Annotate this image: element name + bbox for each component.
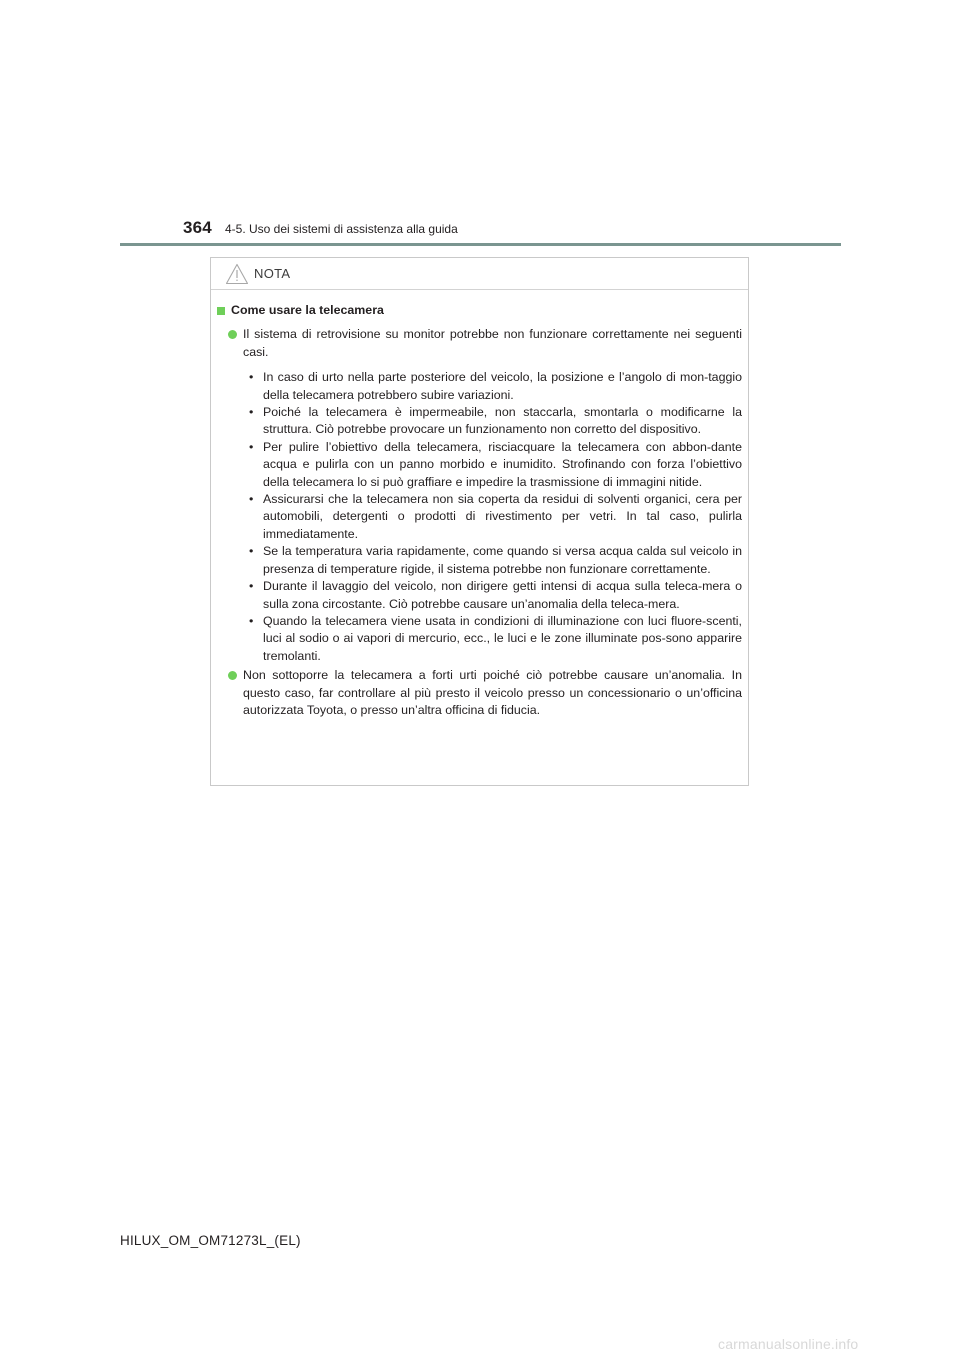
sub-list-item-text: Poiché la telecamera è impermeabile, non staccarla, smontarla o modificarne la struttura. Ciò potrebbe provocare un funzionamento non corretto del dispositivo.	[263, 405, 742, 437]
list-item-text: Non sottoporre la telecamera a forti urti poiché ciò potrebbe causare un’anomalia. In questo caso, far controllare al più presto il veicolo presso un concessionario o un’officina autorizzata Toyota, o presso un’altra officina di fiducia.	[243, 668, 742, 717]
bullet-dot-icon: •	[249, 370, 254, 385]
bullet-dot-icon: •	[249, 405, 254, 420]
sub-list-item	[217, 543, 742, 578]
bullet-dot-icon: •	[249, 492, 254, 507]
sub-list-item	[217, 613, 742, 665]
circle-bullet-icon	[228, 330, 237, 339]
header-divider	[120, 243, 841, 246]
watermark: carmanualsonline.info	[718, 1336, 859, 1352]
sub-list	[217, 369, 742, 665]
square-bullet-icon	[217, 307, 225, 315]
notice-body	[211, 290, 748, 719]
notice-box	[210, 257, 749, 786]
list-item	[217, 326, 742, 361]
bullet-dot-icon: •	[249, 579, 254, 594]
notice-header	[211, 258, 748, 290]
sub-list-item	[217, 439, 742, 491]
sub-list-item-text: Se la temperatura varia rapidamente, come quando si versa acqua calda sul veicolo in presenza di temperature rigide, il sistema potrebbe non funzionare correttamente.	[263, 544, 742, 576]
sub-list-item-text: Per pulire l’obiettivo della telecamera, risciacquare la telecamera con abbon-dante acqua e pulirla con un panno morbido e inumidito. Strofinando con forza l’obiettivo della telecamera lo si può graffiare e impedire la trasmissione di immagini nitide.	[263, 439, 742, 489]
notice-heading-text: Come usare la telecamera	[231, 303, 384, 317]
notice-heading	[217, 302, 742, 319]
bullet-dot-icon: •	[249, 544, 254, 559]
document-code: HILUX_OM_OM71273L_(EL)	[120, 1233, 301, 1248]
section-title: 4-5. Uso dei sistemi di assistenza alla guida	[225, 222, 458, 236]
page-number: 364	[183, 218, 212, 237]
bullet-dot-icon: •	[249, 439, 254, 454]
notice-title: NOTA	[254, 266, 291, 281]
sub-list-item	[217, 369, 742, 404]
sub-list-item-text: Quando la telecamera viene usata in condizioni di illuminazione con luci fluore-scenti, luci al sodio o ai vapori di mercurio, ecc., le luci e le zone illuminate pos-sono apparire tremolanti.	[263, 613, 742, 663]
sub-list-item	[217, 578, 742, 613]
sub-list-item-text: Assicurarsi che la telecamera non sia coperta da residui di solventi organici, cera per automobili, detergenti o prodotti di rivestimento per vetri. In tal caso, pulirla immediatamente.	[263, 492, 742, 541]
circle-bullet-icon	[228, 671, 237, 680]
sub-list-item-text: In caso di urto nella parte posteriore del veicolo, la posizione e l’angolo di mon-taggio della telecamera potrebbero subire variazioni.	[263, 370, 742, 402]
list-item	[217, 667, 742, 719]
list-item-text: Il sistema di retrovisione su monitor potrebbe non funzionare correttamente nei seguenti casi.	[243, 327, 742, 359]
warning-triangle-icon	[225, 263, 249, 285]
sub-list-item	[217, 491, 742, 543]
bullet-dot-icon: •	[249, 613, 254, 628]
sub-list-item-text: Durante il lavaggio del veicolo, non dirigere getti intensi di acqua sulla teleca-mera o sulla zona circostante. Ciò potrebbe causare un’anomalia della teleca-mera.	[263, 579, 742, 611]
sub-list-item	[217, 404, 742, 439]
